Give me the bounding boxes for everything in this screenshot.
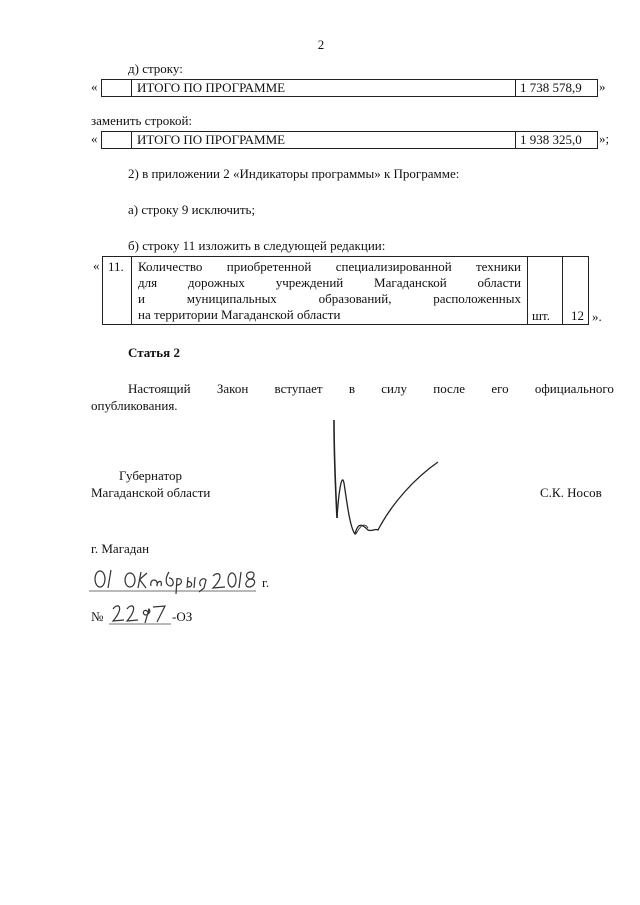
word: образований, bbox=[318, 291, 392, 306]
total-value: 1 738 578,9 bbox=[520, 80, 582, 95]
word: и bbox=[138, 291, 145, 306]
total-label: ИТОГО ПО ПРОГРАММЕ bbox=[137, 132, 286, 147]
governor-title-region: Магаданской области bbox=[91, 485, 211, 500]
word: техники bbox=[476, 259, 521, 274]
indicator-number: 11. bbox=[108, 259, 124, 274]
word: официального bbox=[534, 381, 614, 396]
indicator-row bbox=[102, 256, 589, 325]
handwritten-date bbox=[89, 564, 261, 594]
item-b: б) строку 11 изложить в следующей редакции: bbox=[128, 238, 386, 253]
word: расположенных bbox=[433, 291, 521, 306]
word: после bbox=[433, 381, 466, 396]
article-heading: Статья 2 bbox=[128, 345, 180, 360]
description-line bbox=[138, 259, 521, 275]
word: учреждений bbox=[275, 275, 344, 290]
word: Закон bbox=[216, 381, 249, 396]
close-quote: » bbox=[599, 79, 606, 94]
word: его bbox=[491, 381, 509, 396]
article-text-line-1 bbox=[128, 382, 614, 397]
word: дорожных bbox=[187, 275, 245, 290]
indicator-value: 12 bbox=[571, 308, 584, 323]
total-row-new bbox=[101, 131, 598, 149]
handwritten-law-number bbox=[109, 601, 171, 627]
word: для bbox=[138, 275, 158, 290]
close-quote: »; bbox=[599, 131, 610, 146]
open-quote: « bbox=[91, 131, 98, 146]
word: Магаданской bbox=[374, 275, 447, 290]
page-number: 2 bbox=[317, 37, 325, 52]
open-quote: « bbox=[93, 258, 100, 273]
number-suffix: -ОЗ bbox=[172, 609, 193, 624]
item-a: а) строку 9 исключить; bbox=[128, 202, 256, 217]
word: в bbox=[348, 381, 355, 396]
article-text-line-2: опубликования. bbox=[91, 398, 178, 413]
close-quote: ». bbox=[592, 309, 602, 324]
word: специализированной bbox=[335, 259, 452, 274]
word: Настоящий bbox=[128, 381, 191, 396]
number-prefix: № bbox=[91, 609, 104, 624]
word: области bbox=[477, 275, 521, 290]
item-d-intro: д) строку: bbox=[128, 61, 183, 76]
indicator-unit: шт. bbox=[532, 308, 550, 323]
word: вступает bbox=[274, 381, 323, 396]
word: Количество bbox=[138, 259, 203, 274]
open-quote: « bbox=[91, 79, 98, 94]
total-label: ИТОГО ПО ПРОГРАММЕ bbox=[137, 80, 286, 95]
word: приобретенной bbox=[226, 259, 312, 274]
governor-name: С.К. Носов bbox=[540, 485, 602, 500]
description-line bbox=[138, 291, 521, 307]
paragraph-2: 2) в приложении 2 «Индикаторы программы» к Программе: bbox=[128, 166, 460, 181]
indicator-description bbox=[138, 259, 521, 323]
signature bbox=[320, 418, 445, 543]
city: г. Магадан bbox=[91, 541, 150, 556]
description-line bbox=[138, 307, 521, 323]
description-line bbox=[138, 275, 521, 291]
total-value: 1 938 325,0 bbox=[520, 132, 582, 147]
replace-intro: заменить строкой: bbox=[91, 113, 193, 128]
word: муниципальных bbox=[186, 291, 277, 306]
date-suffix: г. bbox=[262, 575, 270, 590]
word: силу bbox=[381, 381, 407, 396]
word: на территории Магаданской области bbox=[138, 307, 341, 322]
governor-title: Губернатор bbox=[119, 468, 182, 483]
total-row-old bbox=[101, 79, 598, 97]
